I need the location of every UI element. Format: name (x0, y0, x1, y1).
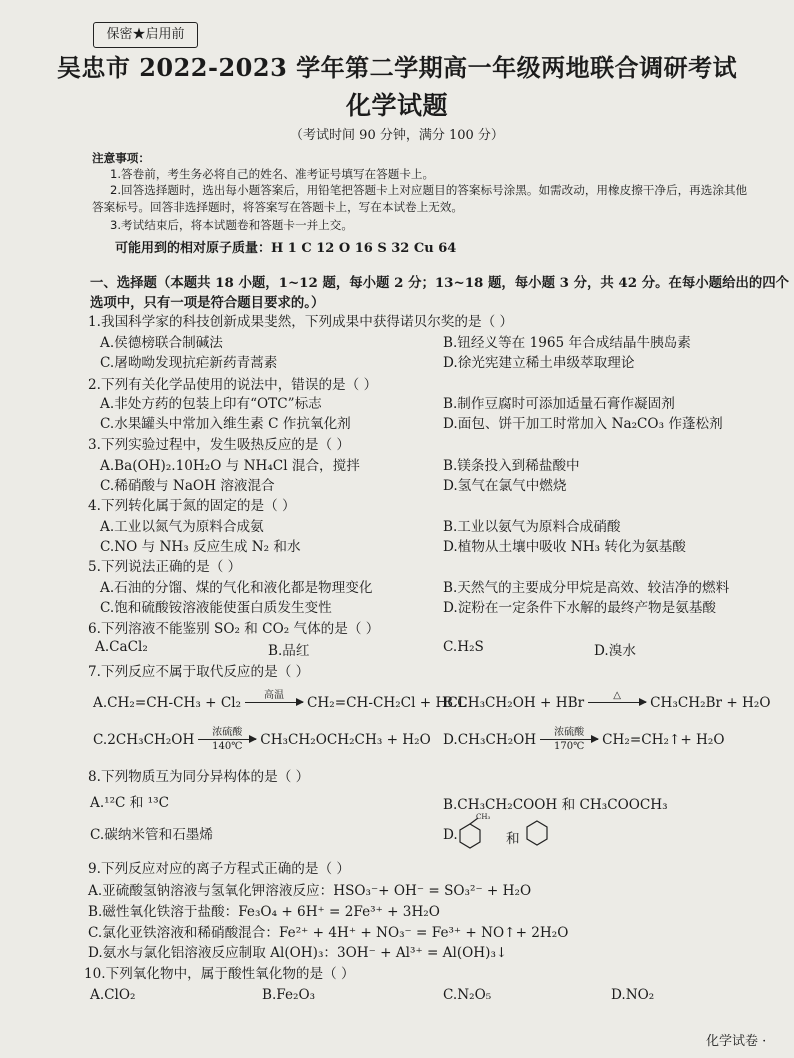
q10-stem: 10.下列氧化物中，属于酸性氧化物的是（ ） (84, 966, 355, 982)
toluene-methyl-label: CH₃ (476, 813, 491, 821)
q7-c-reactants: C.2CH₃CH₂OH (93, 731, 195, 748)
q4-option-c: C.NO 与 NH₃ 反应生成 N₂ 和水 (100, 539, 301, 555)
q9-option-a: A.亚硫酸氢钠溶液与氢氧化钾溶液反应：HSO₃⁻+ OH⁻ = SO₃²⁻ + H₂O (88, 883, 532, 899)
q7-a-reactants: A.CH₂=CH-CH₃ + Cl₂ (93, 694, 242, 711)
q8-option-c: C.碳纳米管和石墨烯 (90, 827, 213, 843)
q7-d-products: CH₂=CH₂↑+ H₂O (602, 731, 725, 748)
q8-option-a: A.¹²C 和 ¹³C (90, 795, 169, 811)
exam-title: 吴忠市 2022-2023 学年第二学期高一年级两地联合调研考试 (56, 53, 738, 82)
section-heading-line1: 一、选择题（本题共 18 小题，1~12 题，每小题 2 分；13~18 题，每小题 3 分，共 42 分。在每小题给出的四个 (90, 275, 790, 291)
q7-a-products: CH₂=CH-CH₂Cl + HCL (307, 694, 467, 711)
q6-option-b: B.品红 (268, 643, 310, 659)
q7-c-arrow (198, 727, 256, 752)
q7-b-reactants: B.CH₃CH₂OH + HBr (443, 694, 585, 711)
q7-c-condition-top: 浓硫酸 (212, 727, 243, 738)
q2-option-c: C.水果罐头中常加入维生素 C 作抗氧化剂 (100, 416, 351, 432)
exam-info: （考试时间 90 分钟，满分 100 分） (290, 128, 504, 143)
q8-option-d-and: 和 (506, 831, 520, 847)
toluene-structure-icon (456, 812, 492, 850)
q7-option-b (443, 690, 771, 715)
q8-option-d-label: D. (443, 827, 458, 843)
q7-b-products: CH₃CH₂Br + H₂O (650, 694, 771, 711)
q7-d-condition-top: 浓硫酸 (554, 727, 585, 738)
q3-stem: 3.下列实验过程中，发生吸热反应的是（ ） (88, 437, 350, 453)
q10-option-c: C.N₂O₅ (443, 987, 492, 1003)
q9-option-b: B.磁性氧化铁溶于盐酸：Fe₃O₄ + 6H⁺ = 2Fe³⁺ + 3H₂O (88, 904, 440, 920)
q8-option-b: B.CH₃CH₂COOH 和 CH₃COOCH₃ (443, 797, 668, 813)
q5-option-c: C.饱和硫酸铵溶液能使蛋白质发生变性 (100, 600, 332, 616)
q5-option-d: D.淀粉在一定条件下水解的最终产物是氨基酸 (443, 600, 717, 616)
benzene-structure-icon (524, 818, 550, 848)
q3-option-c: C.稀硝酸与 NaOH 溶液混合 (100, 478, 275, 494)
q7-d-reactants: D.CH₃CH₂OH (443, 731, 537, 748)
q3-option-d: D.氢气在氯气中燃烧 (443, 478, 567, 494)
q6-option-a: A.CaCl₂ (95, 639, 148, 655)
q8-stem: 8.下列物质互为同分异构体的是（ ） (88, 769, 310, 785)
q9-option-c: C.氯化亚铁溶液和稀硝酸混合：Fe²⁺ + 4H⁺ + NO₃⁻ = Fe³⁺ + NO↑+ 2H₂O (88, 925, 569, 941)
q7-b-condition: △ (613, 690, 621, 701)
q10-option-a: A.ClO₂ (90, 987, 136, 1003)
notice-item-2a: 2.回答选择题时，选出每小题答案后，用铅笔把答题卡上对应题目的答案标号涂黑。如需改动，用橡皮擦干净后，再选涂其他 (110, 183, 748, 197)
q2-option-a: A.非处方药的包装上印有“OTC”标志 (100, 396, 322, 412)
q1-option-d: D.徐光宪建立稀土串级萃取理论 (443, 355, 635, 371)
subject-title: 化学试题 (345, 91, 448, 120)
q5-option-a: A.石油的分馏、煤的气化和液化都是物理变化 (100, 580, 373, 596)
notice-item-1: 1.答卷前，考生务必将自己的姓名、准考证号填写在答题卡上。 (110, 167, 435, 181)
q3-option-b: B.镁条投入到稀盐酸中 (443, 458, 580, 474)
q2-stem: 2.下列有关化学品使用的说法中，错误的是（ ） (88, 377, 378, 393)
q4-option-d: D.植物从土壤中吸收 NH₃ 转化为氨基酸 (443, 539, 686, 555)
q7-c-condition-bottom: 140℃ (212, 741, 243, 752)
q6-stem: 6.下列溶液不能鉴别 SO₂ 和 CO₂ 气体的是（ ） (88, 621, 380, 637)
q7-stem: 7.下列反应不属于取代反应的是（ ） (88, 664, 310, 680)
q1-option-a: A.侯德榜联合制碱法 (100, 335, 223, 351)
q4-option-a: A.工业以氮气为原料合成氨 (100, 519, 264, 535)
notice-heading: 注意事项： (92, 151, 150, 165)
q7-c-products: CH₃CH₂OCH₂CH₃ + H₂O (260, 731, 431, 748)
q1-option-b: B.钮经义等在 1965 年合成结晶牛胰岛素 (443, 335, 691, 351)
notice-item-2b: 答案标号。回答非选择题时，将答案写在答题卡上，写在本试卷上无效。 (92, 200, 464, 214)
q3-option-a: A.Ba(OH)₂.10H₂O 与 NH₄Cl 混合，搅拌 (100, 458, 360, 474)
confidential-stamp: 保密★启用前 (93, 22, 198, 48)
q6-option-d: D.溴水 (594, 643, 636, 659)
q7-option-c (93, 727, 431, 752)
q2-option-b: B.制作豆腐时可添加适量石膏作凝固剂 (443, 396, 675, 412)
q9-stem: 9.下列反应对应的离子方程式正确的是（ ） (88, 861, 350, 877)
q4-option-b: B.工业以氨气为原料合成硝酸 (443, 519, 621, 535)
q5-stem: 5.下列说法正确的是（ ） (88, 559, 242, 575)
q7-d-arrow (540, 727, 598, 752)
q5-option-b: B.天然气的主要成分甲烷是高效、较洁净的燃料 (443, 580, 730, 596)
q7-option-a (93, 690, 467, 715)
notice-item-3: 3.考试结束后，将本试题卷和答题卡一并上交。 (110, 218, 353, 232)
q2-option-d: D.面包、饼干加工时常加入 Na₂CO₃ 作蓬松剂 (443, 416, 723, 432)
page-footer: 化学试卷 · (706, 1034, 767, 1049)
q7-a-arrow (245, 690, 303, 715)
q7-option-d (443, 727, 725, 752)
q1-stem: 1.我国科学家的科技创新成果斐然，下列成果中获得诺贝尔奖的是（ ） (88, 314, 514, 330)
q7-b-arrow (588, 690, 646, 715)
q1-option-c: C.屠呦呦发现抗疟新药青蒿素 (100, 355, 278, 371)
q10-option-b: B.Fe₂O₃ (262, 987, 316, 1003)
q9-option-d: D.氨水与氯化铝溶液反应制取 Al(OH)₃：3OH⁻ + Al³⁺ = Al(OH)₃↓ (88, 945, 508, 961)
q7-d-condition-bottom: 170℃ (554, 741, 585, 752)
atomic-masses: 可能用到的相对原子质量：H 1 C 12 O 16 S 32 Cu 64 (115, 241, 457, 256)
q10-option-d: D.NO₂ (611, 987, 655, 1003)
q7-a-condition: 高温 (264, 690, 285, 701)
section-heading-line2: 选项中，只有一项是符合题目要求的。） (90, 295, 325, 311)
q6-option-c: C.H₂S (443, 639, 484, 655)
q4-stem: 4.下列转化属于氮的固定的是（ ） (88, 498, 296, 514)
